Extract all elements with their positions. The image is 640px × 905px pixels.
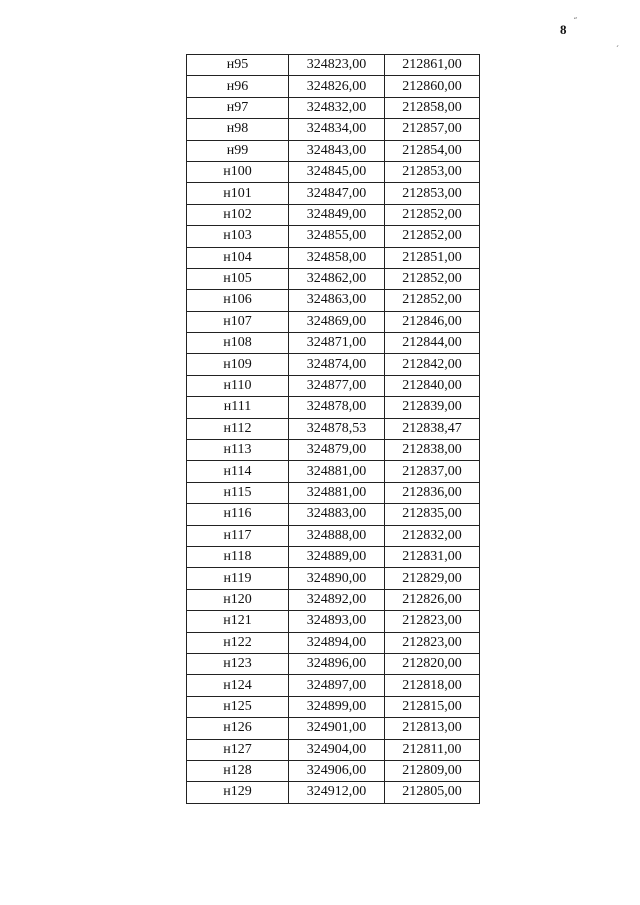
point-cell: н102 (187, 204, 289, 225)
y-coordinate-cell: 212861,00 (385, 55, 480, 76)
point-cell: н115 (187, 482, 289, 503)
y-coordinate-cell: 212820,00 (385, 653, 480, 674)
y-coordinate-cell: 212838,47 (385, 418, 480, 439)
point-cell: н122 (187, 632, 289, 653)
table-row (187, 525, 480, 546)
table-row (187, 632, 480, 653)
x-coordinate-cell: 324832,00 (289, 97, 385, 118)
x-coordinate-cell: 324877,00 (289, 375, 385, 396)
point-cell: н124 (187, 675, 289, 696)
y-coordinate-cell: 212823,00 (385, 632, 480, 653)
table-row (187, 739, 480, 760)
y-coordinate-cell: 212840,00 (385, 375, 480, 396)
point-cell: н97 (187, 97, 289, 118)
point-cell: н120 (187, 589, 289, 610)
coordinates-table (186, 54, 480, 804)
table-row (187, 333, 480, 354)
y-coordinate-cell: 212831,00 (385, 546, 480, 567)
y-coordinate-cell: 212846,00 (385, 311, 480, 332)
x-coordinate-cell: 324845,00 (289, 161, 385, 182)
y-coordinate-cell: 212836,00 (385, 482, 480, 503)
x-coordinate-cell: 324863,00 (289, 290, 385, 311)
x-coordinate-cell: 324901,00 (289, 718, 385, 739)
table-row (187, 653, 480, 674)
table-row (187, 782, 480, 803)
table-row (187, 760, 480, 781)
point-cell: н107 (187, 311, 289, 332)
x-coordinate-cell: 324899,00 (289, 696, 385, 717)
table-row (187, 504, 480, 525)
x-coordinate-cell: 324858,00 (289, 247, 385, 268)
y-coordinate-cell: 212818,00 (385, 675, 480, 696)
y-coordinate-cell: 212811,00 (385, 739, 480, 760)
y-coordinate-cell: 212829,00 (385, 568, 480, 589)
point-cell: н106 (187, 290, 289, 311)
x-coordinate-cell: 324890,00 (289, 568, 385, 589)
x-coordinate-cell: 324843,00 (289, 140, 385, 161)
x-coordinate-cell: 324879,00 (289, 440, 385, 461)
point-cell: н103 (187, 226, 289, 247)
x-coordinate-cell: 324871,00 (289, 333, 385, 354)
point-cell: н123 (187, 653, 289, 674)
table-row (187, 354, 480, 375)
x-coordinate-cell: 324869,00 (289, 311, 385, 332)
y-coordinate-cell: 212815,00 (385, 696, 480, 717)
table-row (187, 418, 480, 439)
table-row (187, 161, 480, 182)
table-row (187, 589, 480, 610)
point-cell: н110 (187, 375, 289, 396)
x-coordinate-cell: 324892,00 (289, 589, 385, 610)
point-cell: н129 (187, 782, 289, 803)
x-coordinate-cell: 324897,00 (289, 675, 385, 696)
table-row (187, 440, 480, 461)
x-coordinate-cell: 324862,00 (289, 268, 385, 289)
x-coordinate-cell: 324881,00 (289, 461, 385, 482)
y-coordinate-cell: 212838,00 (385, 440, 480, 461)
x-coordinate-cell: 324826,00 (289, 76, 385, 97)
point-cell: н105 (187, 268, 289, 289)
point-cell: н121 (187, 611, 289, 632)
x-coordinate-cell: 324823,00 (289, 55, 385, 76)
y-coordinate-cell: 212837,00 (385, 461, 480, 482)
x-coordinate-cell: 324878,53 (289, 418, 385, 439)
point-cell: н114 (187, 461, 289, 482)
point-cell: н128 (187, 760, 289, 781)
point-cell: н126 (187, 718, 289, 739)
coordinates-table-body (187, 55, 480, 804)
table-row (187, 268, 480, 289)
edge-mark: ˊ (616, 44, 619, 54)
y-coordinate-cell: 212832,00 (385, 525, 480, 546)
y-coordinate-cell: 212858,00 (385, 97, 480, 118)
table-row (187, 675, 480, 696)
point-cell: н99 (187, 140, 289, 161)
y-coordinate-cell: 212842,00 (385, 354, 480, 375)
point-cell: н109 (187, 354, 289, 375)
table-row (187, 375, 480, 396)
point-cell: н100 (187, 161, 289, 182)
page-mark: ˝ (574, 16, 577, 26)
point-cell: н96 (187, 76, 289, 97)
table-row (187, 290, 480, 311)
table-row (187, 183, 480, 204)
y-coordinate-cell: 212809,00 (385, 760, 480, 781)
point-cell: н98 (187, 119, 289, 140)
y-coordinate-cell: 212852,00 (385, 268, 480, 289)
y-coordinate-cell: 212851,00 (385, 247, 480, 268)
table-row (187, 55, 480, 76)
page-number: 8 (560, 22, 567, 37)
table-row (187, 696, 480, 717)
point-cell: н119 (187, 568, 289, 589)
point-cell: н108 (187, 333, 289, 354)
point-cell: н118 (187, 546, 289, 567)
x-coordinate-cell: 324896,00 (289, 653, 385, 674)
table-row (187, 247, 480, 268)
x-coordinate-cell: 324847,00 (289, 183, 385, 204)
y-coordinate-cell: 212805,00 (385, 782, 480, 803)
y-coordinate-cell: 212835,00 (385, 504, 480, 525)
point-cell: н112 (187, 418, 289, 439)
point-cell: н95 (187, 55, 289, 76)
y-coordinate-cell: 212844,00 (385, 333, 480, 354)
table-row (187, 226, 480, 247)
x-coordinate-cell: 324874,00 (289, 354, 385, 375)
x-coordinate-cell: 324889,00 (289, 546, 385, 567)
point-cell: н117 (187, 525, 289, 546)
x-coordinate-cell: 324904,00 (289, 739, 385, 760)
x-coordinate-cell: 324893,00 (289, 611, 385, 632)
table-row (187, 482, 480, 503)
point-cell: н113 (187, 440, 289, 461)
x-coordinate-cell: 324881,00 (289, 482, 385, 503)
x-coordinate-cell: 324894,00 (289, 632, 385, 653)
y-coordinate-cell: 212852,00 (385, 226, 480, 247)
table-row (187, 311, 480, 332)
y-coordinate-cell: 212857,00 (385, 119, 480, 140)
point-cell: н101 (187, 183, 289, 204)
y-coordinate-cell: 212826,00 (385, 589, 480, 610)
x-coordinate-cell: 324849,00 (289, 204, 385, 225)
table-row (187, 546, 480, 567)
y-coordinate-cell: 212860,00 (385, 76, 480, 97)
table-row (187, 461, 480, 482)
y-coordinate-cell: 212839,00 (385, 397, 480, 418)
table-row (187, 397, 480, 418)
y-coordinate-cell: 212853,00 (385, 183, 480, 204)
y-coordinate-cell: 212853,00 (385, 161, 480, 182)
x-coordinate-cell: 324888,00 (289, 525, 385, 546)
table-row (187, 140, 480, 161)
table-row (187, 568, 480, 589)
table-row (187, 76, 480, 97)
table-row (187, 97, 480, 118)
x-coordinate-cell: 324883,00 (289, 504, 385, 525)
y-coordinate-cell: 212854,00 (385, 140, 480, 161)
x-coordinate-cell: 324878,00 (289, 397, 385, 418)
point-cell: н127 (187, 739, 289, 760)
table-row (187, 718, 480, 739)
x-coordinate-cell: 324855,00 (289, 226, 385, 247)
table-row (187, 611, 480, 632)
x-coordinate-cell: 324906,00 (289, 760, 385, 781)
y-coordinate-cell: 212823,00 (385, 611, 480, 632)
x-coordinate-cell: 324834,00 (289, 119, 385, 140)
y-coordinate-cell: 212852,00 (385, 290, 480, 311)
y-coordinate-cell: 212813,00 (385, 718, 480, 739)
point-cell: н125 (187, 696, 289, 717)
point-cell: н111 (187, 397, 289, 418)
point-cell: н116 (187, 504, 289, 525)
table-row (187, 204, 480, 225)
point-cell: н104 (187, 247, 289, 268)
table-row (187, 119, 480, 140)
y-coordinate-cell: 212852,00 (385, 204, 480, 225)
x-coordinate-cell: 324912,00 (289, 782, 385, 803)
